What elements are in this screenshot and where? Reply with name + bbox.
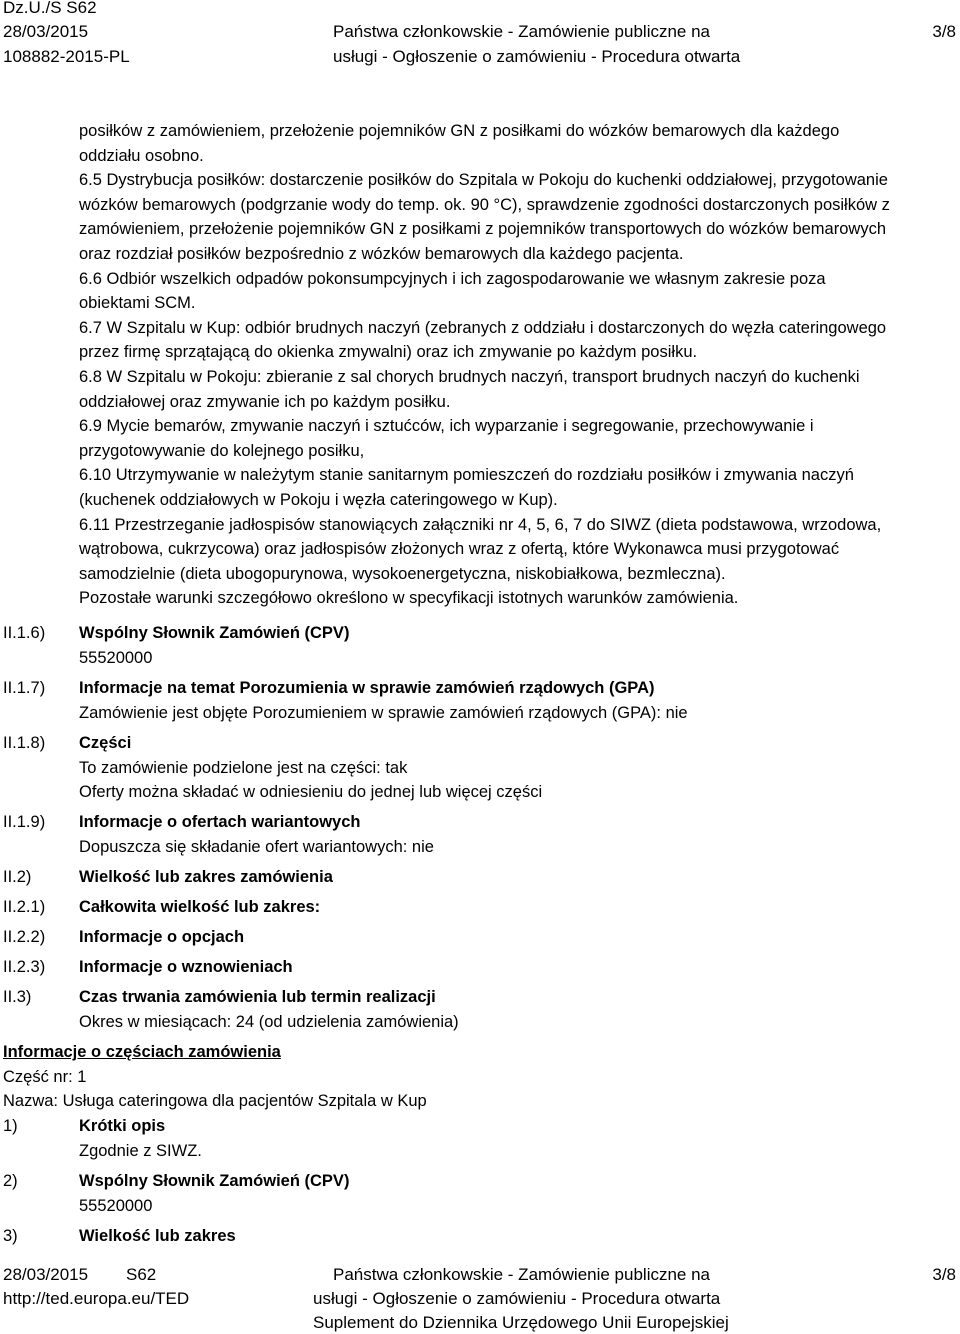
- lot-item-value: Zgodnie z SIWZ.: [79, 1141, 202, 1160]
- section-number-gpa: II.1.7): [3, 679, 46, 697]
- section-title: Całkowita wielkość lub zakres:: [79, 898, 321, 916]
- footer-title-line3: Suplement do Dziennika Urzędowego Unii Europejskiej: [313, 1313, 729, 1332]
- text-line: obiektami SCM.: [79, 294, 196, 313]
- section-number-duration: II.3): [3, 988, 32, 1006]
- continuation-text: [79, 119, 959, 611]
- lot-item-scope: [79, 1224, 959, 1249]
- section-number-renewals: II.2.3): [3, 958, 46, 976]
- cpv-code: 55520000: [79, 648, 153, 667]
- text-line: (kuchenek oddziałowych w Pokoju i węzła cateringowego w Kup).: [79, 490, 558, 509]
- lot-item-title: Krótki opis: [79, 1117, 166, 1135]
- section-title: Wspólny Słownik Zamówień (CPV): [79, 624, 350, 642]
- section-number-scope: II.2): [3, 868, 32, 886]
- section-title: Informacje o opcjach: [79, 928, 245, 946]
- text-line: samodzielnie (dieta ubogopurynowa, wysokoenergetyczna, niskobiałkowa, bezmleczna).: [79, 564, 726, 583]
- section-number-variants: II.1.9): [3, 813, 46, 831]
- lot-item-cpv: [79, 1169, 959, 1218]
- text-line: posiłków z zamówieniem, przełożenie pojemników GN z posiłkami do wózków bemarowych dla każdego: [79, 122, 840, 140]
- section-title: Informacje na temat Porozumienia w sprawie zamówień rządowych (GPA): [79, 679, 655, 697]
- text-line: 6.6 Odbiór wszelkich odpadów pokonsumpcyjnych i ich zagospodarowanie we własnym zakresie poza: [79, 269, 826, 288]
- text-line: oraz rozdział posiłków bezpośrednio z wózków bemarowych dla każdego pacjenta.: [79, 244, 684, 263]
- header-title-line2: usługi - Ogłoszenie o zamówieniu - Procedura otwarta: [333, 47, 741, 66]
- footer-series: S62: [126, 1265, 157, 1284]
- lot-item-number: 3): [3, 1227, 18, 1245]
- lot-item-number: 1): [3, 1117, 18, 1135]
- lot-item-value: 55520000: [79, 1196, 153, 1215]
- text-line: 6.5 Dystrybucja posiłków: dostarczenie posiłków do Szpitala w Pokoju do kuchenki oddziałowej, przygotowanie: [79, 171, 888, 190]
- section-number-cpv: II.1.6): [3, 624, 46, 642]
- lot-item-short-description: [79, 1114, 959, 1163]
- text-line: oddziałowej oraz zmywanie ich po każdym posiłku.: [79, 392, 451, 411]
- notice-number: 108882-2015-PL: [3, 47, 130, 66]
- text-line: Pozostałe warunki szczegółowo określono w specyfikacji istotnych warunków zamówienia.: [79, 589, 739, 608]
- section-title: Informacje o ofertach wariantowych: [79, 813, 361, 831]
- section-variants: [79, 810, 959, 859]
- text-line: 6.11 Przestrzeganie jadłospisów stanowiących załączniki nr 4, 5, 6, 7 do SIWZ (dieta podstawowa, wrzodowa,: [79, 515, 882, 534]
- text-line: wózków bemarowych (podgrzanie wody do temp. ok. 90 °C), sprawdzenie zgodności dostarczonych posiłków z: [79, 195, 890, 214]
- section-options: [79, 925, 959, 950]
- section-title: Informacje o wznowieniach: [79, 958, 293, 976]
- text-line: 6.9 Mycie bemarów, zmywanie naczyń i sztućców, ich wyparzanie i segregowanie, przechowywanie i: [79, 417, 814, 436]
- section-renewals: [79, 955, 959, 980]
- section-duration: [79, 985, 959, 1034]
- section-value: Oferty można składać w odniesieniu do jednej lub więcej części: [79, 783, 543, 802]
- section-number-total: II.2.1): [3, 898, 46, 916]
- text-line: oddziału osobno.: [79, 146, 204, 165]
- section-value: Okres w miesiącach: 24 (od udzielenia zamówienia): [79, 1012, 459, 1031]
- footer-page-number: 3/8: [932, 1265, 956, 1284]
- section-value: To zamówienie podzielone jest na części: tak: [79, 758, 408, 777]
- text-line: przez firmę sprzątającą do okienka zmywalni) oraz ich zmywanie po każdym posiłku.: [79, 343, 698, 362]
- section-number-lots: II.1.8): [3, 734, 46, 752]
- section-total: [79, 895, 959, 920]
- section-cpv: [79, 621, 959, 670]
- text-line: 6.10 Utrzymywanie w należytym stanie sanitarnym pomieszczeń do rozdziału posiłków i zmywania naczyń: [79, 466, 854, 485]
- lot-name: Nazwa: Usługa cateringowa dla pacjentów Szpitala w Kup: [3, 1092, 427, 1110]
- section-title: Czas trwania zamówienia lub termin realizacji: [79, 988, 436, 1006]
- section-lots: [79, 731, 959, 805]
- footer-title-line2: usługi - Ogłoszenie o zamówieniu - Procedura otwarta: [313, 1289, 721, 1308]
- header-page-number: 3/8: [932, 22, 956, 41]
- text-line: wątrobowa, cukrzycowa) oraz jadłospisów złożonych wraz z ofertą, które Wykonawca musi przygotować: [79, 540, 840, 559]
- footer-title-line1: Państwa członkowskie - Zamówienie publiczne na: [333, 1265, 711, 1284]
- lot-item-title: Wspólny Słownik Zamówień (CPV): [79, 1172, 350, 1190]
- footer-url: http://ted.europa.eu/TED: [3, 1289, 190, 1308]
- footer-date: 28/03/2015: [3, 1265, 89, 1284]
- section-value: Zamówienie jest objęte Porozumieniem w sprawie zamówień rządowych (GPA): nie: [79, 703, 688, 722]
- section-title: Części: [79, 734, 132, 752]
- text-line: 6.7 W Szpitalu w Kup: odbiór brudnych naczyń (zebranych z oddziału i dostarczonych do węzła cateringowego: [79, 318, 887, 337]
- header-title-line1: Państwa członkowskie - Zamówienie publiczne na: [333, 22, 711, 41]
- section-scope: [79, 865, 959, 890]
- lot-item-title: Wielkość lub zakres: [79, 1227, 236, 1245]
- text-line: zamówieniem, przełożenie pojemników GN z posiłkami z pojemników transportowych do wózków bemarowych: [79, 220, 886, 239]
- journal-reference: Dz.U./S S62: [3, 0, 97, 17]
- section-gpa: [79, 676, 959, 725]
- lot-number: Część nr: 1: [3, 1068, 87, 1086]
- section-number-options: II.2.2): [3, 928, 46, 946]
- lot-item-number: 2): [3, 1172, 18, 1190]
- header-date: 28/03/2015: [3, 22, 89, 41]
- text-line: 6.8 W Szpitalu w Pokoju: zbieranie z sal chorych brudnych naczyń, transport brudnych naczyń do kuchenki: [79, 367, 860, 386]
- section-value: Dopuszcza się składanie ofert wariantowych: nie: [79, 837, 434, 856]
- section-title: Wielkość lub zakres zamówienia: [79, 868, 333, 886]
- lot-info-heading: Informacje o częściach zamówienia: [3, 1043, 281, 1061]
- text-line: przygotowywanie do kolejnego posiłku,: [79, 441, 365, 460]
